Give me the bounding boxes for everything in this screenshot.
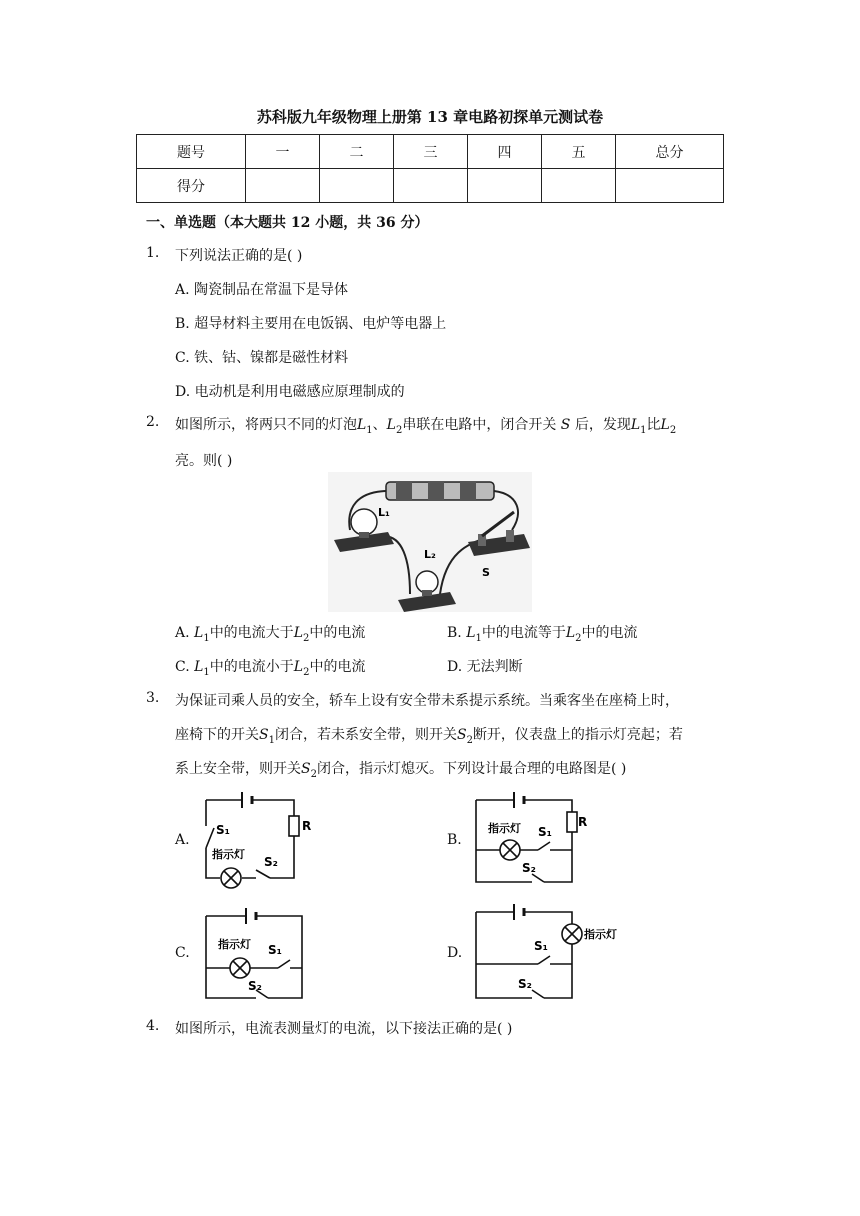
svg-text:S₁: S₁ — [534, 939, 548, 953]
svg-text:R: R — [302, 819, 312, 833]
svg-text:指示灯: 指示灯 — [584, 928, 617, 941]
circuit-photo-figure — [328, 472, 532, 612]
table-cell: 四 — [468, 135, 542, 169]
circuit-b-figure — [470, 786, 588, 890]
table-cell — [616, 169, 724, 203]
circuit-a-figure — [198, 786, 320, 890]
svg-text:S₂: S₂ — [522, 861, 536, 875]
table-cell: 三 — [394, 135, 468, 169]
option-c-label: C. — [175, 945, 190, 961]
circuit-c-figure — [198, 902, 308, 1004]
svg-text:S₁: S₁ — [216, 823, 230, 837]
table-cell — [542, 169, 616, 203]
table-cell — [394, 169, 468, 203]
option-a-label: A. — [175, 832, 190, 848]
svg-text:S₁: S₁ — [538, 825, 552, 839]
table-cell — [468, 169, 542, 203]
score-table — [136, 134, 724, 203]
question-number: 4. — [146, 1018, 160, 1034]
question-stem: 为保证司乘人员的安全，轿车上设有安全带未系提示系统。当乘客坐在座椅上时， — [175, 693, 679, 709]
question-stem: 如图所示，将两只不同的灯泡$L_1$、$L_2$串联在电路中，闭合开关 S 后，发现$L_1$比$L_2$ — [175, 417, 677, 436]
option-d-label: D. — [447, 945, 463, 961]
question-stem-line3: 系上安全带，则开关$S_2$闭合，指示灯熄灭。下列设计最合理的电路图是( ) — [175, 761, 627, 780]
table-cell: 五 — [542, 135, 616, 169]
table-row — [137, 169, 724, 203]
battery-icon — [386, 482, 494, 500]
table-cell — [320, 169, 394, 203]
question-stem-line2: 亮。则( ) — [175, 453, 233, 469]
table-cell: 二 — [320, 135, 394, 169]
question-stem: 下列说法正确的是( ) — [175, 248, 303, 264]
svg-text:指示灯: 指示灯 — [218, 938, 251, 951]
table-row — [137, 135, 724, 169]
option-d: D. 电动机是利用电磁感应原理制成的 — [175, 384, 405, 400]
question-number: 1. — [146, 245, 160, 261]
option-b-label: B. — [447, 832, 462, 848]
option-b: B. 超导材料主要用在电饭锅、电炉等电器上 — [175, 316, 447, 332]
option-a: A. $L_1$中的电流大于$L_2$中的电流 — [175, 625, 366, 644]
svg-text:R: R — [578, 815, 588, 829]
table-cell: 一 — [246, 135, 320, 169]
option-b: B. $L_1$中的电流等于$L_2$中的电流 — [447, 625, 638, 644]
page-title: 苏科版九年级物理上册第 13 章电路初探单元测试卷 — [256, 108, 604, 126]
option-c: C. $L_1$中的电流小于$L_2$中的电流 — [175, 659, 366, 678]
svg-text:指示灯: 指示灯 — [488, 822, 521, 835]
option-c: C. 铁、钴、镍都是磁性材料 — [175, 350, 349, 366]
label-l1: L₁ — [378, 506, 390, 519]
svg-text:S₂: S₂ — [248, 979, 262, 993]
table-cell — [246, 169, 320, 203]
label-l2: L₂ — [424, 548, 436, 561]
svg-text:指示灯: 指示灯 — [212, 848, 245, 861]
table-cell: 总分 — [616, 135, 724, 169]
svg-text:S₂: S₂ — [264, 855, 278, 869]
table-cell: 得分 — [137, 169, 246, 203]
question-stem: 如图所示，电流表测量灯的电流，以下接法正确的是( ) — [175, 1021, 513, 1037]
option-a: A. 陶瓷制品在常温下是导体 — [175, 282, 349, 298]
question-number: 3. — [146, 690, 160, 706]
question-stem-line2: 座椅下的开关$S_1$闭合，若未系安全带，则开关$S_2$断开，仪表盘上的指示灯亮起；若 — [175, 727, 683, 746]
table-cell: 题号 — [137, 135, 246, 169]
section-heading: 一、单选题（本大题共 12 小题，共 36 分） — [146, 215, 429, 231]
label-s: S — [482, 566, 490, 579]
svg-text:S₂: S₂ — [518, 977, 532, 991]
option-d: D. 无法判断 — [447, 659, 523, 675]
question-number: 2. — [146, 414, 160, 430]
circuit-d-figure — [470, 902, 630, 1004]
svg-text:S₁: S₁ — [268, 943, 282, 957]
